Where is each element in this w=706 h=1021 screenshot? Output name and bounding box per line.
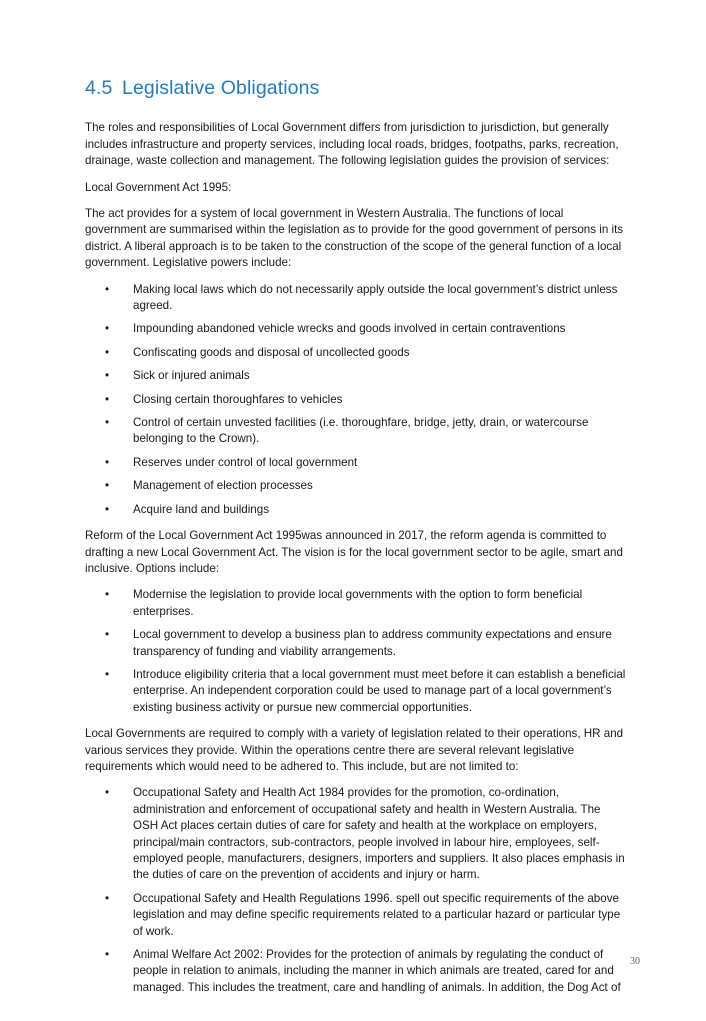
list-item bbox=[85, 415, 626, 448]
list-item-label: Modernise the legislation to provide local governments with the option to form beneficial enterprises. bbox=[133, 588, 583, 618]
list-item bbox=[85, 785, 626, 883]
bullet-icon: • bbox=[105, 322, 110, 336]
bullet-icon: • bbox=[105, 628, 110, 642]
list-item bbox=[85, 455, 626, 471]
list-item bbox=[85, 587, 626, 620]
section-title-text: Legislative Obligations bbox=[122, 77, 320, 99]
list-item bbox=[85, 392, 626, 408]
list-item bbox=[85, 368, 626, 384]
list-item bbox=[85, 667, 626, 716]
list-item bbox=[85, 321, 626, 337]
legislative-requirements-list bbox=[85, 785, 626, 996]
list-item-label: Acquire land and buildings bbox=[133, 502, 270, 516]
section-number: 4.5 bbox=[85, 77, 113, 99]
list-item-label: Animal Welfare Act 2002: Provides for the protection of animals by regulating the conduct of people in relation to animals, including the manner in which animals are treated, cared for and managed. This includes the treatment, care and handling of animals. In addition, the Dog Act of bbox=[133, 948, 621, 994]
list-item-label: Local government to develop a business plan to address community expectations and ensure transparency of funding and viability arrangements. bbox=[133, 628, 612, 658]
bullet-icon: • bbox=[105, 667, 110, 681]
list-item-label: Control of certain unvested facilities (i.e. thoroughfare, bridge, jetty, drain, or watercourse belonging to the Crown). bbox=[133, 416, 589, 446]
bullet-icon: • bbox=[105, 502, 110, 516]
list-item bbox=[85, 947, 626, 996]
list-item bbox=[85, 282, 626, 315]
compliance-paragraph: Local Governments are required to comply with a variety of legislation related to their operations, HR and various services they provide. Within the operations centre there are several relevant legislative requirements which would need to be adhered to. This include, but are not limited to: bbox=[85, 727, 624, 773]
intro-paragraph: The roles and responsibilities of Local Government differs from jurisdiction to jurisdiction, but generally includes infrastructure and property services, including local roads, bridges, footpaths, parks, recreation, drainage, waste collection and management. The following legislation guides the provision of services: bbox=[85, 121, 619, 168]
list-item-label: Occupational Safety and Health Act 1984 provides for the promotion, co-ordination, administration and enforcement of occupational safety and health in Western Australia. The OSH Act places certain duties of care for safety and health at the workplace on employers, principal/main contractors, sub-contractors, people involved in labour hire, employees, self-employed people, manufacturers, designers, importers and suppliers. It also places emphasis in the duties of care on the prevention of accidents and injury or harm. bbox=[133, 786, 625, 882]
act-title-paragraph: Local Government Act 1995: bbox=[85, 180, 232, 194]
bullet-icon: • bbox=[105, 786, 110, 800]
bullet-icon: • bbox=[105, 948, 110, 962]
bullet-icon: • bbox=[105, 392, 110, 406]
list-item-label: Introduce eligibility criteria that a local government must meet before it can establish a beneficial enterprise. An independent corporation could be used to manage part of a local government’s existing business activity or pursue new commercial opportunities. bbox=[133, 667, 626, 714]
page-title bbox=[85, 76, 626, 100]
page-content bbox=[85, 76, 626, 1006]
list-item bbox=[85, 345, 626, 361]
list-item bbox=[85, 478, 626, 494]
act-description-paragraph: The act provides for a system of local government in Western Australia. The functions of local government are summarised within the legislation as to provide for the good government of persons in its district. A liberal approach is to be taken to the construction of the scope of the general function of a local government. Legislative powers include: bbox=[85, 207, 624, 270]
list-item-label: Making local laws which do not necessarily apply outside the local government’s district unless agreed. bbox=[133, 282, 618, 313]
bullet-icon: • bbox=[105, 345, 110, 359]
bullet-icon: • bbox=[105, 455, 110, 469]
reform-paragraph: Reform of the Local Government Act 1995was announced in 2017, the reform agenda is committed to drafting a new Local Government Act. The vision is for the local government sector to be agile, smart and inclusive. Options include: bbox=[85, 529, 623, 575]
list-item-label: Confiscating goods and disposal of uncollected goods bbox=[133, 345, 410, 359]
bullet-icon: • bbox=[105, 282, 110, 296]
list-item-label: Closing certain thoroughfares to vehicles bbox=[133, 392, 343, 406]
list-item bbox=[85, 627, 626, 660]
list-item-label: Occupational Safety and Health Regulations 1996. spell out specific requirements of the above legislation and may define specific requirements related to a particular hazard or particular type of work. bbox=[133, 891, 621, 938]
page-number: 30 bbox=[630, 956, 640, 967]
bullet-icon: • bbox=[105, 416, 110, 430]
bullet-icon: • bbox=[105, 588, 110, 602]
legislative-powers-list bbox=[85, 282, 626, 518]
list-item-label: Management of election processes bbox=[133, 479, 313, 493]
reform-options-list bbox=[85, 587, 626, 716]
bullet-icon: • bbox=[105, 891, 110, 905]
bullet-icon: • bbox=[105, 369, 110, 383]
list-item-label: Sick or injured animals bbox=[133, 369, 250, 383]
list-item bbox=[85, 891, 626, 940]
list-item-label: Reserves under control of local government bbox=[133, 455, 358, 469]
list-item bbox=[85, 502, 626, 518]
list-item-label: Impounding abandoned vehicle wrecks and goods involved in certain contraventions bbox=[133, 322, 566, 336]
bullet-icon: • bbox=[105, 479, 110, 493]
